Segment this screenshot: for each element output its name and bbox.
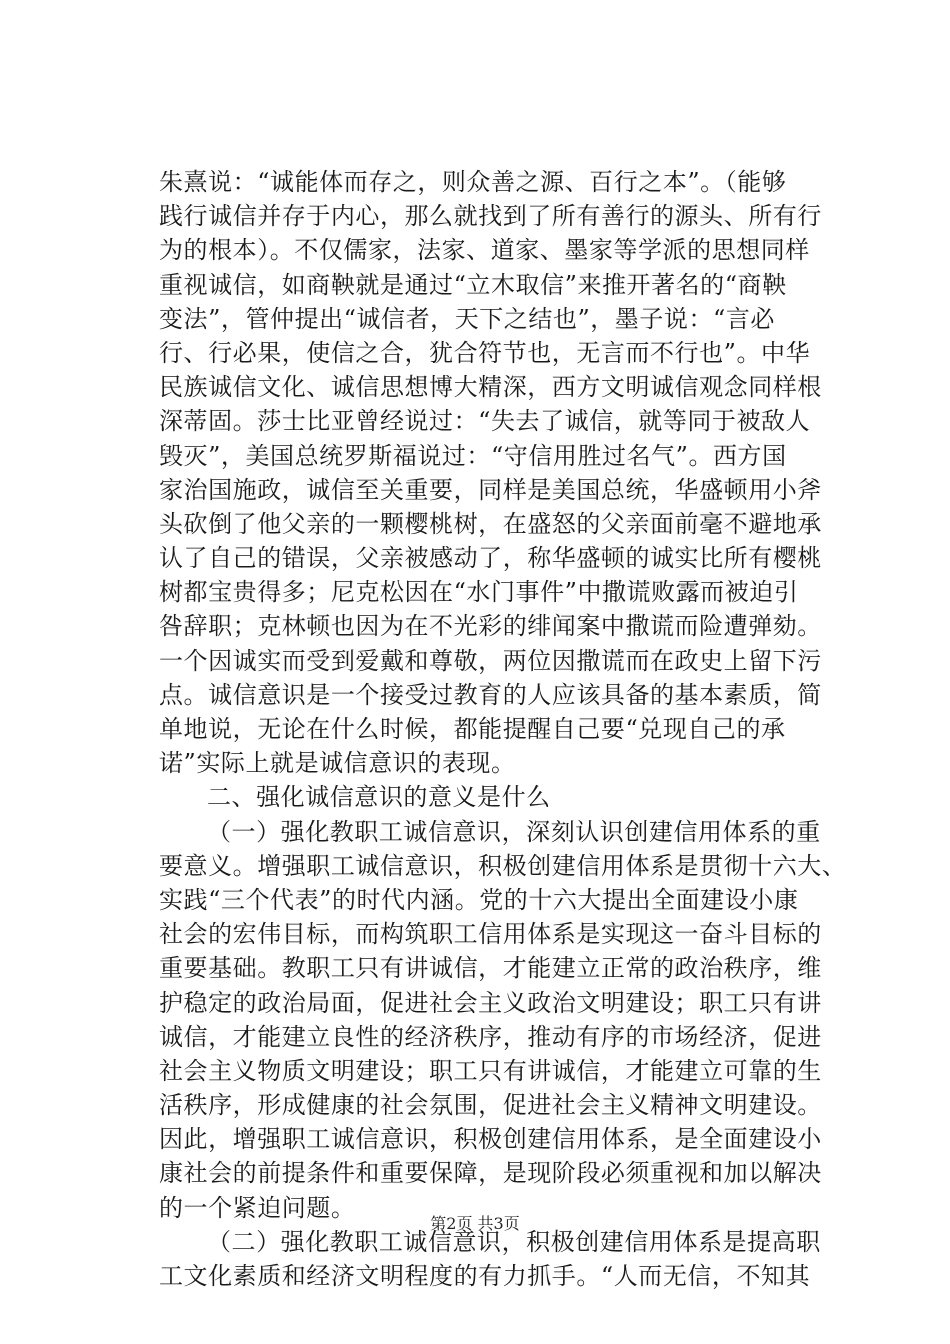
text-line: 点。诚信意识是一个接受过教育的人应该具备的基本素质，简 bbox=[159, 680, 822, 709]
section-heading: 二、强化诚信意识的意义是什么 bbox=[207, 783, 551, 812]
text-line: 社会的宏伟目标，而构筑职工信用体系是实现这一奋斗目标的 bbox=[159, 920, 822, 949]
text-line: （二）强化教职工诚信意识，积极创建信用体系是提高职 bbox=[207, 1227, 821, 1256]
text-line: 实践“三个代表”的时代内涵。党的十六大提出全面建设小康 bbox=[159, 885, 799, 914]
paragraph-section-one bbox=[159, 815, 847, 1225]
text-line: 诺”实际上就是诚信意识的表现。 bbox=[159, 749, 516, 778]
paragraph-integrity-history bbox=[159, 165, 829, 780]
text-line: 诚信，才能建立良性的经济秩序，推动有序的市场经济，促进 bbox=[159, 1022, 822, 1051]
text-line: 活秩序，形成健康的社会氛围，促进社会主义精神文明建设。 bbox=[159, 1091, 822, 1120]
text-line: 民族诚信文化、诚信思想博大精深，西方文明诚信观念同样根 bbox=[159, 373, 822, 402]
text-line: 重要基础。教职工只有讲诚信，才能建立正常的政治秩序，维 bbox=[159, 954, 822, 983]
text-line: 认了自己的错误，父亲被感动了，称华盛顿的诚实比所有樱桃 bbox=[159, 544, 822, 573]
text-line: 践行诚信并存于内心，那么就找到了所有善行的源头、所有行 bbox=[159, 202, 822, 231]
text-line: 咎辞职；克林顿也因为在不光彩的绯闻案中撒谎而险遭弹劾。 bbox=[159, 612, 822, 641]
document-body bbox=[159, 165, 847, 1293]
text-line: 为的根本）。不仅儒家，法家、道家、墨家等学派的思想同样 bbox=[159, 236, 810, 265]
text-line: 变法”，管仲提出“诚信者，天下之结也”，墨子说：“言必 bbox=[159, 304, 775, 333]
text-line: 护稳定的政治局面，促进社会主义政治文明建设；职工只有讲 bbox=[159, 988, 822, 1017]
text-line: 行、行必果，使信之合，犹合符节也，无言而不行也”。中华 bbox=[159, 338, 811, 367]
text-line: 树都宝贵得多；尼克松因在“水门事件”中撒谎败露而被迫引 bbox=[159, 578, 799, 607]
page-footer: 第2页 共3页 bbox=[430, 1214, 520, 1233]
text-line: 康社会的前提条件和重要保障，是现阶段必须重视和加以解决 bbox=[159, 1159, 822, 1188]
text-line: 家治国施政，诚信至关重要，同样是美国总统，华盛顿用小斧 bbox=[159, 475, 822, 504]
text-line: 社会主义物质文明建设；职工只有讲诚信，才能建立可靠的生 bbox=[159, 1056, 822, 1085]
text-line: 工文化素质和经济文明程度的有力抓手。“人而无信，不知其 bbox=[159, 1262, 811, 1290]
text-line: （一）强化教职工诚信意识，深刻认识创建信用体系的重 bbox=[207, 817, 821, 846]
text-line: 因此，增强职工诚信意识，积极创建信用体系，是全面建设小 bbox=[159, 1125, 822, 1154]
text-line: 重视诚信，如商鞅就是通过“立木取信”来推开著名的“商鞅 bbox=[159, 270, 787, 299]
text-line: 毁灭”，美国总统罗斯福说过：“守信用胜过名气”。西方国 bbox=[159, 441, 787, 470]
text-line: 朱熹说：“诚能体而存之，则众善之源、百行之本”。（能够 bbox=[159, 168, 787, 196]
text-line: 单地说，无论在什么时候，都能提醒自己要“兑现自己的承 bbox=[159, 715, 786, 743]
text-line: 一个因诚实而受到爱戴和尊敬，两位因撒谎而在政史上留下污 bbox=[159, 646, 822, 675]
text-line: 头砍倒了他父亲的一颗樱桃树，在盛怒的父亲面前毫不避地承 bbox=[159, 509, 822, 538]
text-line: 的一个紧迫问题。 bbox=[159, 1193, 356, 1222]
text-line: 深蒂固。莎士比亚曾经说过：“失去了诚信，就等同于被敌人 bbox=[159, 407, 811, 436]
paragraph-section-two bbox=[159, 1225, 829, 1293]
text-line: 要意义。增强职工诚信意识，积极创建信用体系是贯彻十六大、 bbox=[159, 851, 847, 880]
